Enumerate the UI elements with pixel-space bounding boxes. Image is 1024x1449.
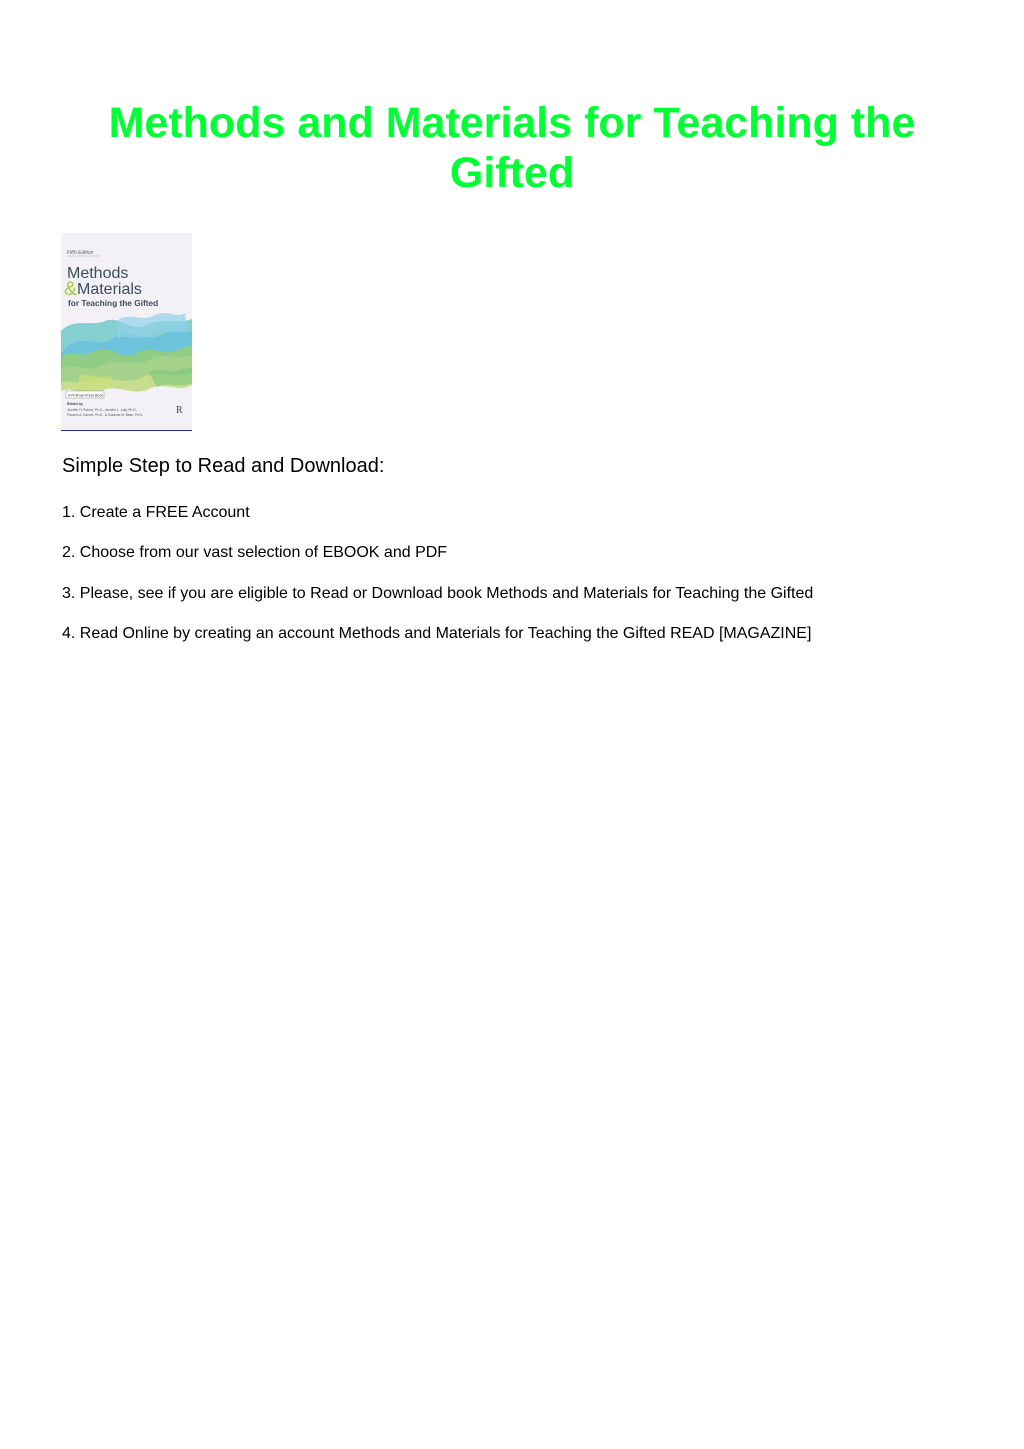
- cover-publisher-logo-icon: R: [176, 405, 183, 416]
- step-read-online: 4. Read Online by creating an account Methods and Materials for Teaching the Gifted READ [MAGAZINE]: [62, 625, 812, 642]
- cover-watercolor-art: [61, 313, 192, 394]
- step-check-eligibility: 3. Please, see if you are eligible to Read or Download book Methods and Materials for Teaching the Gifted: [62, 585, 814, 602]
- book-cover-image: [61, 233, 192, 430]
- cover-title-line3: for Teaching the Gifted: [68, 298, 159, 308]
- cover-title-line1: Methods: [67, 265, 129, 282]
- cover-ampersand: &: [64, 279, 77, 300]
- cover-editors-line2: Frances A. Karnes, Ph.D., & Suzanne M. Bean, Ph.D.: [67, 413, 143, 417]
- step-create-account: 1. Create a FREE Account: [62, 504, 250, 521]
- cover-edited-by: Edited by: [67, 402, 83, 406]
- book-cover-link[interactable]: [61, 233, 192, 431]
- steps-heading: Simple Step to Read and Download:: [62, 455, 385, 477]
- cover-publisher-label: A Prufrock Press Book: [68, 393, 104, 398]
- cover-editors-line1: Jennifer H. Robins, Ph.D., Jennifer L. Jolly, Ph.D.,: [67, 408, 138, 412]
- page-title: Methods and Materials for Teaching the Gifted: [108, 99, 916, 197]
- cover-edition: Fifth Edition: [67, 250, 94, 256]
- step-choose-selection: 2. Choose from our vast selection of EBOOK and PDF: [62, 544, 448, 561]
- cover-title-line2: Materials: [77, 281, 142, 298]
